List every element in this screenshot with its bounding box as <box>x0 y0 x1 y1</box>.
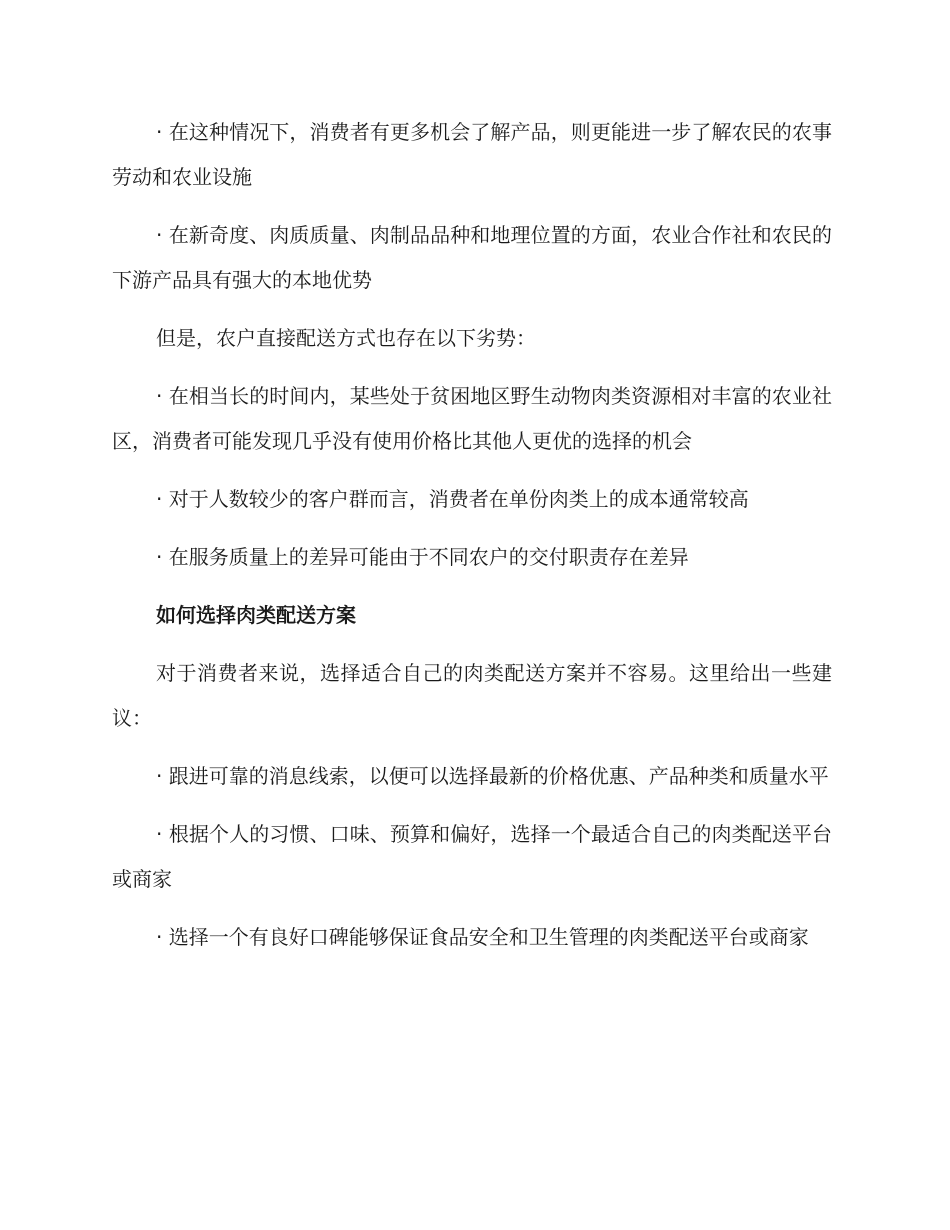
section-heading: 如何选择肉类配送方案 <box>156 603 356 627</box>
bullet-paragraph: · 对于人数较少的客户群而言，消费者在单份肉类上的成本通常较高 <box>156 487 749 511</box>
bullet-paragraph: · 在新奇度、肉质质量、肉制品品种和地理位置的方面，农业合作社和农民的下游产品具有强大的本地优势 <box>112 223 832 292</box>
bullet-paragraph: · 选择一个有良好口碑能够保证食品安全和卫生管理的肉类配送平台或商家 <box>156 925 809 949</box>
body-paragraph: 但是，农户直接配送方式也存在以下劣势： <box>156 326 536 350</box>
bullet-paragraph: · 在相当长的时间内，某些处于贫困地区野生动物肉类资源相对丰富的农业社区，消费者可能发现几乎没有使用价格比其他人更优的选择的机会 <box>112 384 832 453</box>
body-paragraph: 对于消费者来说，选择适合自己的肉类配送方案并不容易。这里给出一些建议： <box>112 661 832 730</box>
document-page <box>112 110 832 973</box>
bullet-paragraph: · 根据个人的习惯、口味、预算和偏好，选择一个最适合自己的肉类配送平台或商家 <box>112 822 832 891</box>
bullet-paragraph: · 在这种情况下，消费者有更多机会了解产品，则更能进一步了解农民的农事劳动和农业设施 <box>112 120 832 189</box>
bullet-paragraph: · 在服务质量上的差异可能由于不同农户的交付职责存在差异 <box>156 545 689 569</box>
bullet-paragraph: · 跟进可靠的消息线索，以便可以选择最新的价格优惠、产品种类和质量水平 <box>156 764 829 788</box>
